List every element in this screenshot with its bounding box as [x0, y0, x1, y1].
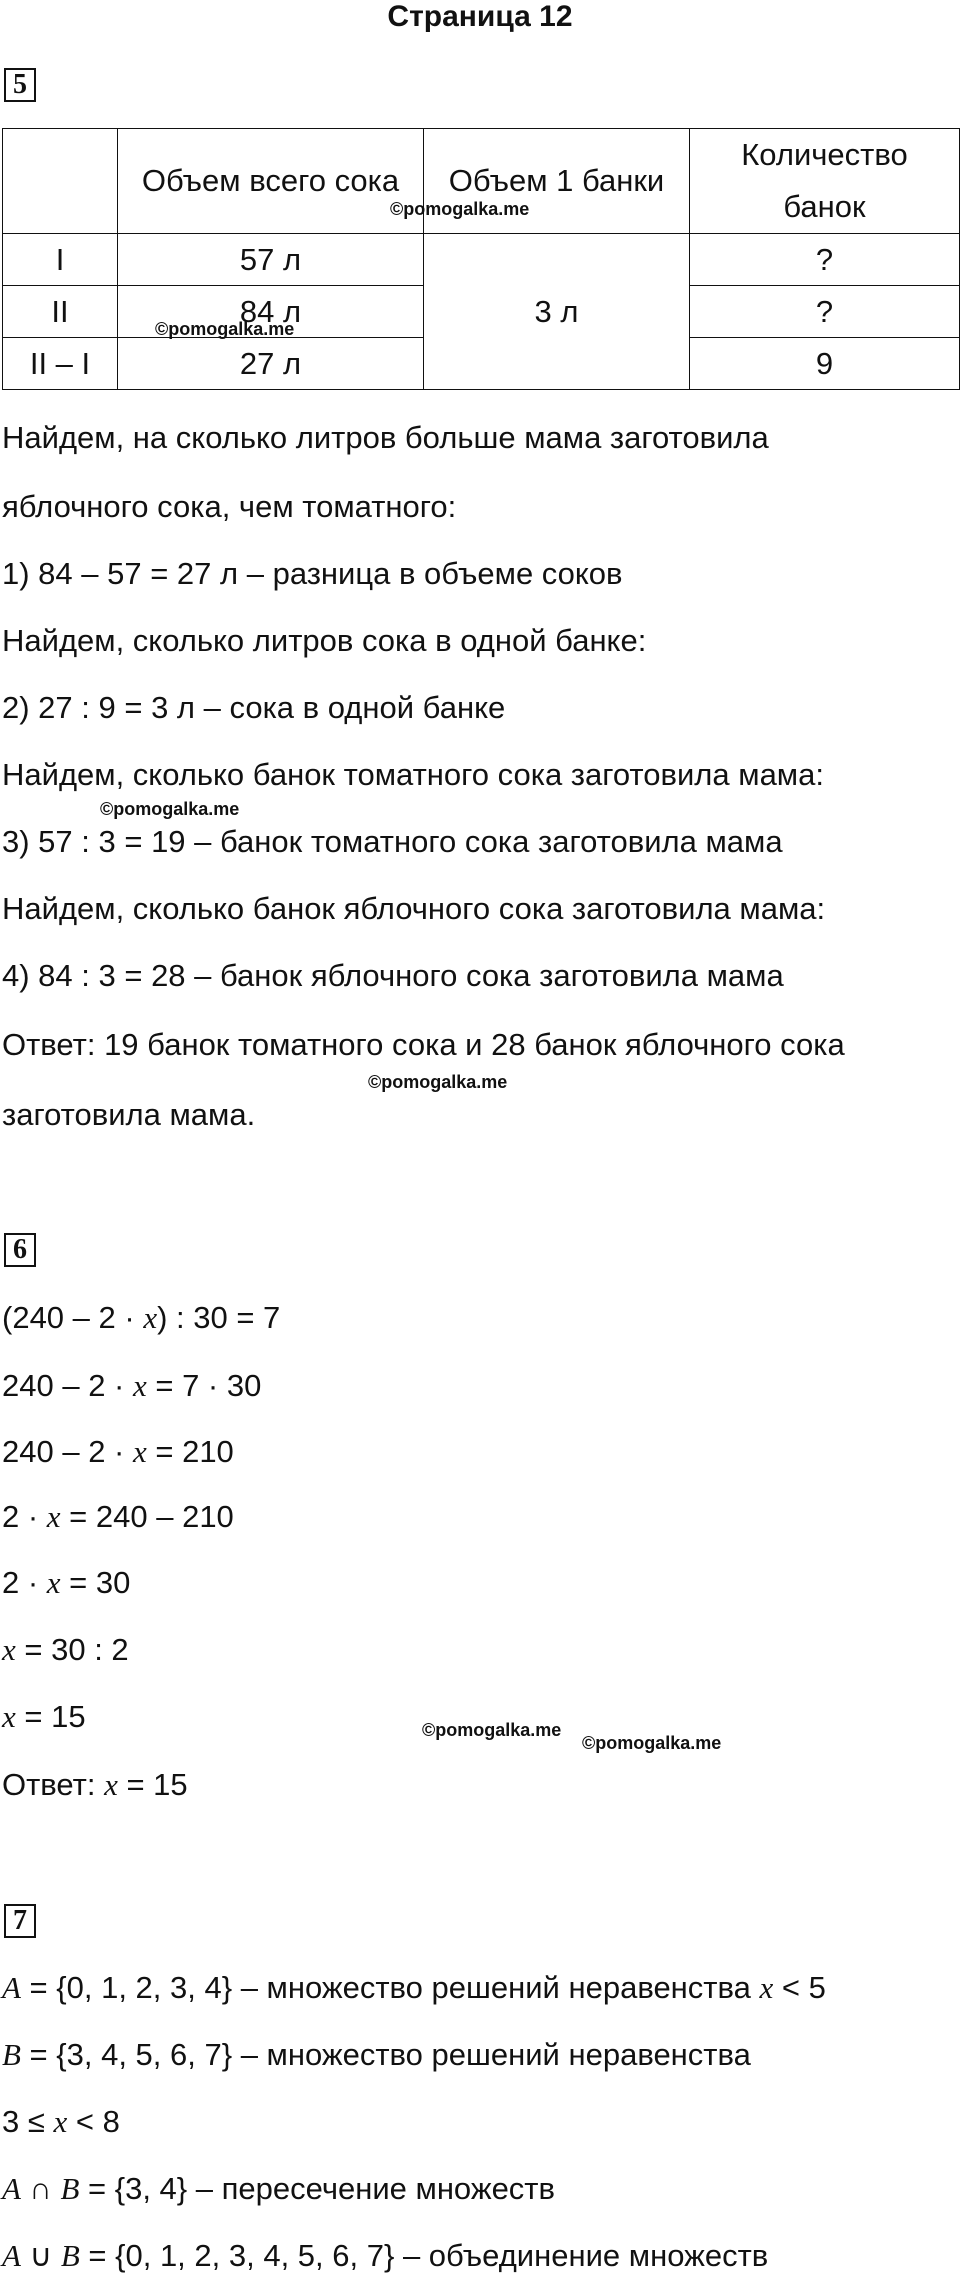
table-cell: II — [3, 286, 118, 338]
solution-line: 4) 84 : 3 = 28 – банок яблочного сока заготовила мама — [2, 958, 784, 993]
variable: x — [104, 1767, 118, 1802]
solution-line: Найдем, сколько банок яблочного сока заготовила мама: — [2, 891, 826, 926]
equation-text: = 210 — [146, 1434, 234, 1469]
equation-text: 240 – 2 · — [2, 1434, 133, 1469]
solution-line: Найдем, сколько литров сока в одной банке: — [2, 623, 647, 658]
variable: x — [46, 1565, 61, 1600]
task-6-number: 6 — [4, 1233, 36, 1267]
set-text: = {0, 1, 2, 3, 4} – множество решений неравенства — [20, 1970, 760, 2005]
table-header-cell: Объем всего сока — [118, 129, 424, 234]
variable: B — [60, 2171, 80, 2206]
equation-line — [2, 1563, 130, 1603]
watermark: ©pomogalka.me — [155, 319, 295, 339]
equation-text: ) : 30 = 7 — [157, 1300, 281, 1335]
table-cell: ? — [690, 286, 960, 338]
table-header-cell: Объем 1 банки — [424, 129, 690, 234]
solution-line: 2) 27 : 9 = 3 л – сока в одной банке — [2, 690, 506, 725]
set-text: < 8 — [67, 2104, 120, 2139]
variable: A — [2, 1970, 21, 2005]
variable: x — [46, 1499, 61, 1534]
juice-table — [2, 128, 960, 390]
table-cell: ? — [690, 234, 960, 286]
watermark: ©pomogalka.me — [390, 199, 530, 219]
set-text: ∪ — [20, 2238, 61, 2273]
table-cell: II – I — [3, 338, 118, 390]
answer-line: заготовила мама. — [2, 1097, 256, 1132]
set-text: = {3, 4} – пересечение множеств — [79, 2171, 555, 2206]
set-text: 3 ≤ — [2, 2104, 54, 2139]
solution-line: 1) 84 – 57 = 27 л – разница в объеме соков — [2, 556, 623, 591]
equation-text: = 30 : 2 — [15, 1632, 129, 1667]
variable: A — [2, 2171, 21, 2206]
variable: x — [2, 1632, 16, 1667]
table-cell-per-jar: 3 л — [424, 234, 690, 390]
table-row — [3, 234, 960, 286]
table-header-cell — [3, 129, 118, 234]
equation-line — [2, 1366, 261, 1406]
watermark: ©pomogalka.me — [582, 1733, 722, 1753]
solution-line: яблочного сока, чем томатного: — [2, 489, 457, 524]
table-cell: 57 л — [118, 234, 424, 286]
equation-text: (240 – 2 · — [2, 1300, 144, 1335]
solution-line: 3) 57 : 3 = 19 – банок томатного сока заготовила мама — [2, 824, 783, 859]
watermark: ©pomogalka.me — [368, 1072, 508, 1092]
solution-line: Найдем, сколько банок томатного сока заготовила мама: — [2, 757, 824, 792]
task-7-number: 7 — [4, 1904, 36, 1938]
variable: B — [2, 2037, 21, 2072]
set-line — [2, 1968, 826, 2008]
table-cell: I — [3, 234, 118, 286]
variable: x — [143, 1300, 158, 1335]
equation-text: = 7 · 30 — [146, 1368, 262, 1403]
table-cell: 9 — [690, 338, 960, 390]
watermark: ©pomogalka.me — [100, 799, 240, 819]
table-cell: 84 л — [118, 286, 424, 338]
table-cell: 27 л — [118, 338, 424, 390]
answer-line: Ответ: 19 банок томатного сока и 28 банок яблочного сока — [2, 1027, 845, 1062]
variable: x — [2, 1699, 16, 1734]
set-line — [2, 2236, 768, 2276]
equation-line — [2, 1497, 234, 1537]
equation-text: = 30 — [60, 1565, 131, 1600]
set-text: = {0, 1, 2, 3, 4, 5, 6, 7} – объединение множеств — [79, 2238, 769, 2273]
variable: x — [759, 1970, 774, 2005]
equation-line — [2, 1298, 280, 1338]
set-text: = {3, 4, 5, 6, 7} – множество решений неравенства — [20, 2037, 751, 2072]
task-5-number: 5 — [4, 68, 36, 102]
equation-text: 240 – 2 · — [2, 1368, 133, 1403]
equation-line — [2, 1697, 86, 1737]
page-title: Страница 12 — [387, 0, 573, 33]
variable: x — [53, 2104, 68, 2139]
set-text: ∩ — [20, 2171, 61, 2206]
set-text: < 5 — [773, 1970, 826, 2005]
set-line — [2, 2102, 120, 2142]
answer-line — [2, 1765, 188, 1805]
equation-text: = 15 — [117, 1767, 188, 1802]
variable: x — [132, 1434, 147, 1469]
variable: A — [2, 2238, 21, 2273]
equation-text: 2 · — [2, 1499, 47, 1534]
variable: x — [132, 1368, 147, 1403]
watermark: ©pomogalka.me — [422, 1720, 562, 1740]
table-header-cell: Количество банок — [690, 129, 960, 234]
set-line — [2, 2169, 555, 2209]
equation-text: Ответ: — [2, 1767, 105, 1802]
variable: B — [60, 2238, 80, 2273]
equation-line — [2, 1630, 129, 1670]
solution-line: Найдем, на сколько литров больше мама заготовила — [2, 420, 769, 455]
equation-text: = 240 – 210 — [60, 1499, 234, 1534]
equation-text: 2 · — [2, 1565, 47, 1600]
equation-text: = 15 — [15, 1699, 86, 1734]
equation-line — [2, 1432, 234, 1472]
set-line — [2, 2035, 751, 2075]
